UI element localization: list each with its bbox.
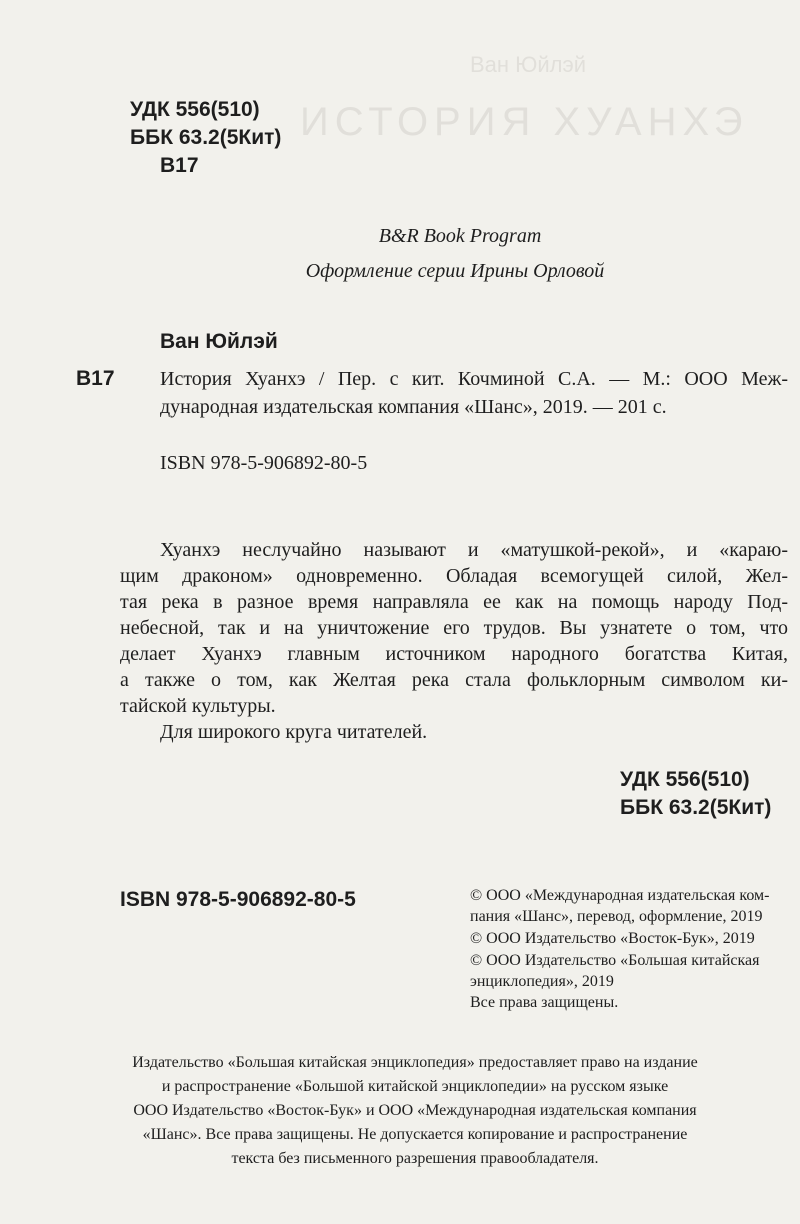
record-mark: В17 — [76, 367, 115, 390]
notice-line-3: ООО Издательство «Восток-Бук» и ООО «Международная издательская компания — [133, 1102, 697, 1119]
show-through-text: Ван Юйлэй — [470, 52, 587, 77]
copyright-line-4: © ООО Издательство «Большая китайская — [470, 952, 760, 969]
record-line-1: История Хуанхэ / Пер. с кит. Кочминой С.А. — М.: ООО Меж- — [160, 368, 788, 390]
copyright-line-5: энциклопедия», 2019 — [470, 973, 614, 990]
author-mark: В17 — [160, 154, 199, 177]
annotation-line-6: а также о том, как Желтая река стала фольклорным символом ки- — [120, 669, 788, 691]
bbk-code-right: ББК 63.2(5Кит) — [620, 796, 772, 819]
bbk-code: ББК 63.2(5Кит) — [130, 126, 282, 149]
udk-code: УДК 556(510) — [130, 98, 260, 121]
series-design: Оформление серии Ирины Орловой — [305, 260, 605, 282]
notice-line-5: текста без письменного разрешения правообладателя. — [231, 1150, 599, 1167]
annotation-line-3: тая река в разное время направляла ее как на помощь народу Под- — [120, 591, 788, 613]
notice-line-2: и распространение «Большой китайской энциклопедии» на русском языке — [161, 1078, 669, 1095]
series-program: B&R Book Program — [378, 225, 542, 247]
copyright-line-1: © ООО «Международная издательская ком- — [470, 887, 770, 904]
annotation-line-5: делает Хуанхэ главным источником народного богатства Китая, — [120, 643, 788, 665]
record-isbn: ISBN 978-5-906892-80-5 — [160, 452, 368, 474]
author-name: Ван Юйлэй — [160, 330, 278, 353]
record-line-2: дународная издательская компания «Шанс», 2019. — 201 с. — [160, 396, 667, 418]
notice-line-4: «Шанс». Все права защищены. Не допускается копирование и распространение — [142, 1126, 688, 1143]
copyright-line-3: © ООО Издательство «Восток-Бук», 2019 — [470, 930, 755, 947]
copyright-line-2: пания «Шанс», перевод, оформление, 2019 — [470, 908, 763, 925]
isbn-main: ISBN 978-5-906892-80-5 — [120, 888, 356, 911]
annotation-audience: Для широкого круга читателей. — [160, 721, 428, 743]
annotation-line-7: тайской культуры. — [120, 695, 276, 717]
notice-line-1: Издательство «Большая китайская энциклопедия» предоставляет право на издание — [132, 1054, 698, 1071]
udk-code-right: УДК 556(510) — [620, 768, 750, 791]
copyright-line-6: Все права защищены. — [470, 994, 619, 1011]
annotation-line-4: небесной, так и на уничтожение его трудов. Вы узнатете о том, что — [120, 617, 788, 639]
show-through-title: ИСТОРИЯ ХУАНХЭ — [300, 100, 749, 144]
annotation-line-1: Хуанхэ неслучайно называют и «матушкой-рекой», и «караю- — [160, 539, 788, 561]
annotation-line-2: щим драконом» одновременно. Обладая всемогущей силой, Жел- — [120, 565, 788, 587]
